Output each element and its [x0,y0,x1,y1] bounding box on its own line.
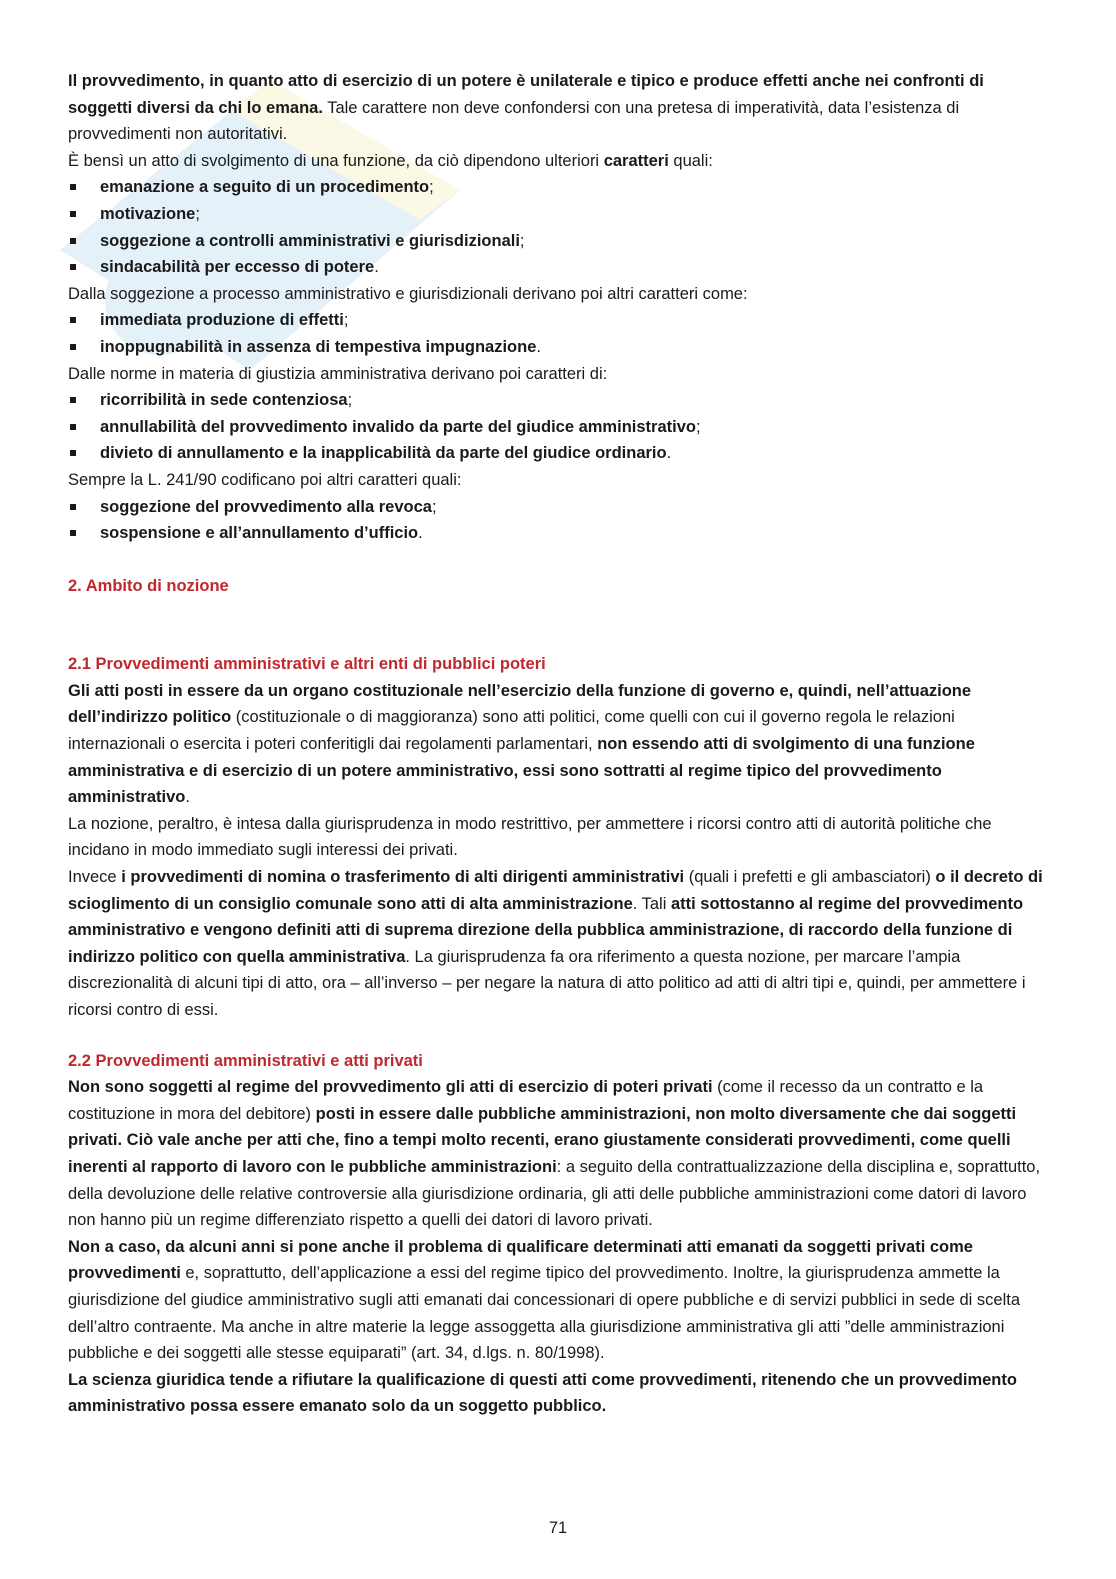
text: (quali i prefetti e gli ambasciatori) [684,868,936,887]
intro-paragraph-4: Dalle norme in materia di giustizia amministrativa derivano poi caratteri di: [68,364,608,383]
text: ; [195,204,200,223]
page-number: 71 [548,1519,568,1537]
bullet-list-caratteri [68,174,1048,280]
list-item [68,494,1048,521]
bold-text: Non sono soggetti al regime del provvedimento gli atti di esercizio di poteri privati [68,1078,713,1097]
text: . [185,788,190,807]
list-item [68,254,1048,281]
section-2-2-paragraph-1 [68,1074,1048,1234]
intro-paragraph-2 [68,148,1048,175]
text: ; [695,417,701,436]
list-item [68,440,1048,467]
section-2-1-paragraph-1 [68,678,1048,811]
text: . La giurisprudenza fa ora riferimento a questa nozione, per marcare l’ampia discrezionalità di alcuni tipi di atto, ora – all’inverso – per negare la natura di atto politico ad atti di altri tipi e, quindi, per ammettere i ricorsi contro di essi. [68,947,1026,1019]
intro-paragraph-5: Sempre la L. 241/90 codificano poi altri caratteri quali: [68,470,462,489]
text: : a seguito della contrattualizzazione della disciplina e, soprattutto, della devoluzione delle relative controversie alla giurisdizione ordinaria, gli atti delle pubbliche amministrazioni come datori di lavoro non hanno più un regime differenziato rispetto a quelli dei datori di lavoro privati. [68,1157,1041,1230]
text: . [666,444,672,463]
text: . [418,524,423,543]
text: (come il recesso da un contratto e la costituzione in mora del debitore) [68,1078,984,1123]
text: (costituzionale o di maggioranza) sono atti politici, come quelli con cui il governo regola le relazioni internazionali o esercita i poteri conferitigli dai regolamenti parlamentari, [68,708,955,754]
section-2-2-paragraph-2 [68,1234,1048,1367]
bullet-list-processo [68,307,1048,360]
bold-text: atti sottostanno al regime del provvedimento amministrativo e vengono definiti atti di suprema direzione della pubblica amministrazione, di raccordo della funzione di indirizzo politico con quella amministrativa [68,894,1024,966]
bold-text: posti in essere dalle pubbliche amministrazioni, non molto diversamente che dai soggetti privati. Ciò vale anche per atti che, fino a tempi molto recenti, erano giustamente considerati provvedimenti, come quelli inerenti al rapporto di lavoro con le pubbliche amministrazioni [68,1104,1017,1176]
bullet-list-241-90 [68,494,1048,547]
bold-text: emanazione a seguito di un procedimento [100,178,430,197]
section-2-1-paragraph-2: La nozione, peraltro, è intesa dalla giurisprudenza in modo restrittivo, per ammettere i ricorsi contro atti di autorità politiche che incidano in modo immediato sugli interessi dei privati. [68,814,992,860]
section-2-1-paragraph-3 [68,864,1048,1024]
text: e, soprattutto, dell’applicazione a essi del regime tipico del provvedimento. Inoltre, la giurisprudenza ammette la giurisdizione del giudice amministrativo sugli atti emanati dai concessionari di opere pubbliche e di servizi pubblici in sede di scelta dell’altro contraente. Ma anche in altre materie la legge assoggetta alla giurisdizione amministrativa gli atti ”delle amministrazioni pubbliche e dei soggetti alle stesse equiparati” (art. 34, d.lgs. n. 80/1998). [68,1264,1021,1363]
bold-text: inoppugnabilità in assenza di tempestiva impugnazione [100,337,537,356]
bold-text: soggezione del provvedimento alla revoca [100,497,432,516]
bold-text: motivazione [100,204,196,223]
list-item [68,520,1048,547]
bold-text: non essendo atti di svolgimento di una funzione amministrativa e di esercizio di un potere amministrativo, essi sono sottratti al regime tipico del provvedimento amministrativo [68,735,975,807]
text: Invece [68,868,122,887]
list-item [68,387,1048,414]
bullet-list-giustizia [68,387,1048,467]
bold-text: soggezione a controlli amministrativi e giurisdizionali [100,231,520,250]
document-body [68,68,1048,1420]
text: Tale carattere non deve confondersi con una pretesa di imperatività, data l’esistenza di provvedimenti non autoritativi. [68,98,960,144]
text: . Tali [632,894,671,913]
bold-text: ricorribilità in sede contenziosa [100,391,348,410]
text: ; [343,311,349,330]
list-item [68,201,1048,228]
intro-paragraph-3: Dalla soggezione a processo amministrativo e giurisdizionali derivano poi altri caratteri come: [68,284,748,303]
text: quali: [668,151,713,170]
intro-paragraph-1 [68,68,1048,148]
list-item [68,174,1048,201]
text: È bensì un atto di svolgimento di una funzione, da ciò dipendono ulteriori [68,151,604,170]
list-item [68,228,1048,255]
text: ; [519,231,525,250]
bold-text: Non a caso, da alcuni anni si pone anche il problema di qualificare determinati atti emanati da soggetti privati come provvedimenti [68,1237,973,1283]
bold-text: immediata produzione di effetti [100,311,344,330]
text: . [374,258,379,277]
bold-text: annullabilità del provvedimento invalido da parte del giudice amministrativo [100,417,696,436]
text: . [536,337,541,356]
bold-text: Il provvedimento, in quanto atto di esercizio di un potere è unilaterale e tipico e produce effetti anche nei confronti di soggetti diversi da chi lo emana. [68,72,984,117]
section-2-2-paragraph-3: La scienza giuridica tende a rifiutare la qualificazione di questi atti come provvedimenti, ritenendo che un provvedimento amministrativo possa essere emanato solo da un soggetto pubblico. [68,1370,1017,1416]
section-heading-2-2: 2.2 Provvedimenti amministrativi e atti privati [68,1051,423,1070]
bold-text: sindacabilità per eccesso di potere [100,258,375,277]
list-item [68,307,1048,334]
bold-text: sospensione e all’annullamento d’ufficio [100,524,419,543]
list-item [68,334,1048,361]
bold-text: i provvedimenti di nomina o trasferimento di alti dirigenti amministrativi [121,868,685,887]
text: ; [429,178,434,197]
bold-text: o il decreto di scioglimento di un consiglio comunale sono atti di alta amministrazione [68,868,1043,913]
list-item [68,414,1048,441]
bold-text: caratteri [603,151,669,170]
section-heading-2-1: 2.1 Provvedimenti amministrativi e altri enti di pubblici poteri [68,655,546,674]
bold-text: Gli atti posti in essere da un organo costituzionale nell’esercizio della funzione di governo e, quindi, nell’attuazione dell’indirizzo politico [68,681,972,727]
text: ; [347,391,353,410]
text: ; [431,497,437,516]
bold-text: divieto di annullamento e la inapplicabilità da parte del giudice ordinario [100,444,667,463]
section-heading-2: 2. Ambito di nozione [68,576,229,595]
